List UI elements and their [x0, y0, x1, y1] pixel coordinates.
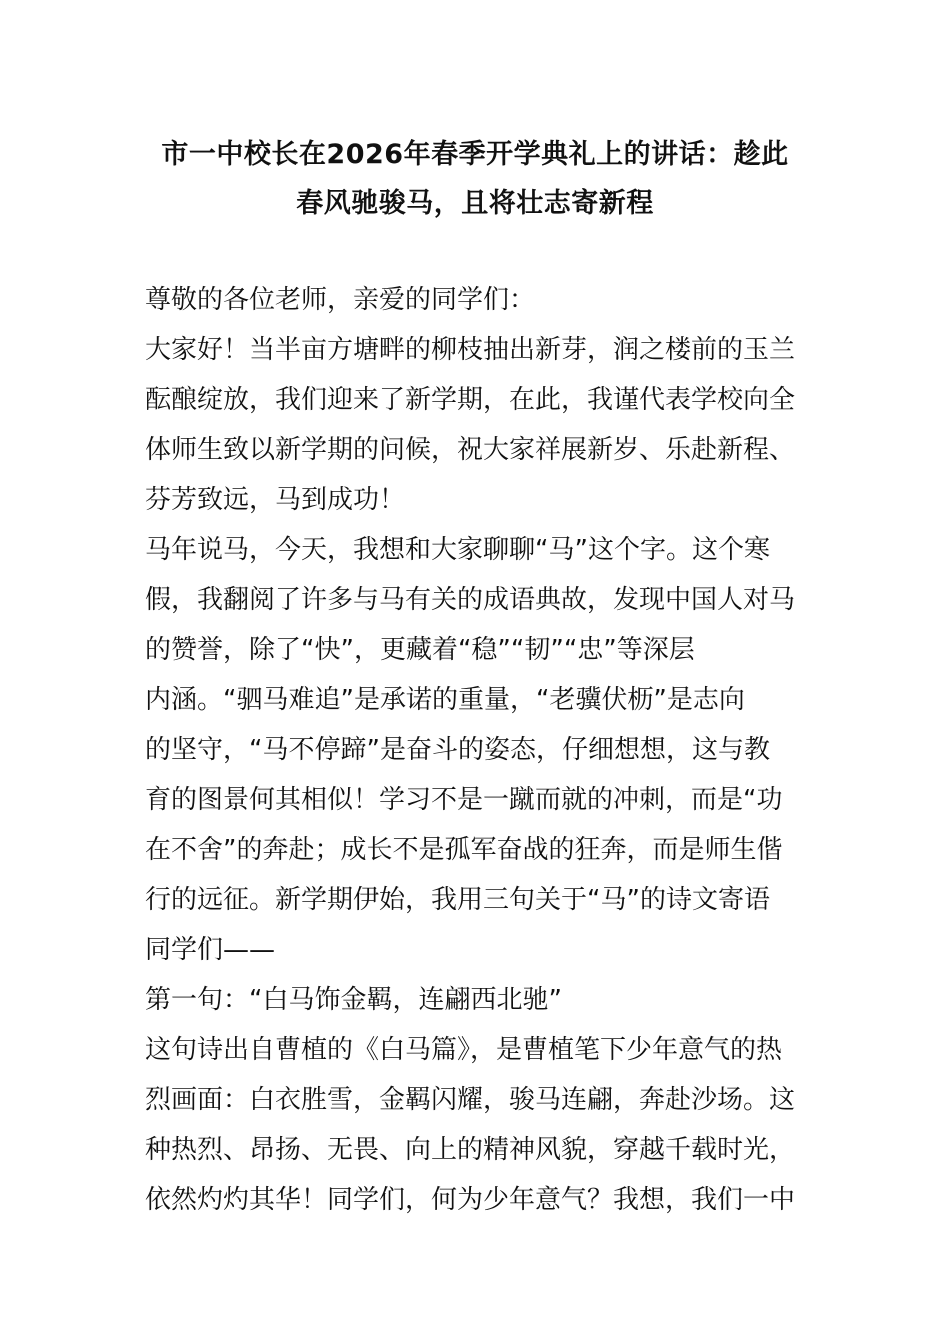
- body-line: 体师生致以新学期的问候，祝大家祥展新岁、乐赴新程、: [145, 435, 796, 465]
- document-body: [145, 275, 810, 1225]
- section-heading-line: 第一句：“白马饰金羁，连翩西北驰”: [145, 985, 562, 1015]
- body-line: 依然灼灼其华！同学们，何为少年意气？我想，我们一中: [145, 1185, 796, 1215]
- body-line: 大家好！当半亩方塘畔的柳枝抽出新芽，润之楼前的玉兰: [145, 335, 796, 365]
- body-line: 育的图景何其相似！学习不是一蹴而就的冲刺，而是“功: [145, 785, 783, 815]
- body-line: 酝酿绽放，我们迎来了新学期，在此，我谨代表学校向全: [145, 385, 796, 415]
- body-line: 烈画面：白衣胜雪，金羁闪耀，骏马连翩，奔赴沙场。这: [145, 1085, 796, 1115]
- body-line: 的坚守，“马不停蹄”是奋斗的姿态，仔细想想，这与教: [145, 735, 770, 765]
- body-line: 内涵。“驷马难追”是承诺的重量，“老骥伏枥”是志向: [145, 685, 745, 715]
- body-line: 马年说马，今天，我想和大家聊聊“马”这个字。这个寒: [145, 535, 770, 565]
- salutation-line: 尊敬的各位老师，亲爱的同学们：: [145, 285, 536, 315]
- body-line: 假，我翻阅了许多与马有关的成语典故，发现中国人对马: [145, 585, 796, 615]
- title-line-2: 春风驰骏马，且将壮志寄新程: [296, 188, 654, 219]
- title-line-1: 市一中校长在2026年春季开学典礼上的讲话：趁此: [161, 139, 789, 170]
- body-line: 在不舍”的奔赴；成长不是孤军奋战的狂奔，而是师生偕: [145, 835, 783, 865]
- body-line: 芬芳致远，马到成功！: [145, 485, 406, 515]
- document-title: [140, 130, 810, 228]
- body-line: 种热烈、昂扬、无畏、向上的精神风貌，穿越千载时光，: [145, 1135, 796, 1165]
- body-line: 行的远征。新学期伊始，我用三句关于“马”的诗文寄语: [145, 885, 770, 915]
- body-line: 的赞誉，除了“快”，更藏着“稳”“韧”“忠”等深层: [145, 635, 695, 665]
- body-line: 同学们——: [145, 935, 276, 965]
- body-line: 这句诗出自曹植的《白马篇》，是曹植笔下少年意气的热: [145, 1035, 783, 1065]
